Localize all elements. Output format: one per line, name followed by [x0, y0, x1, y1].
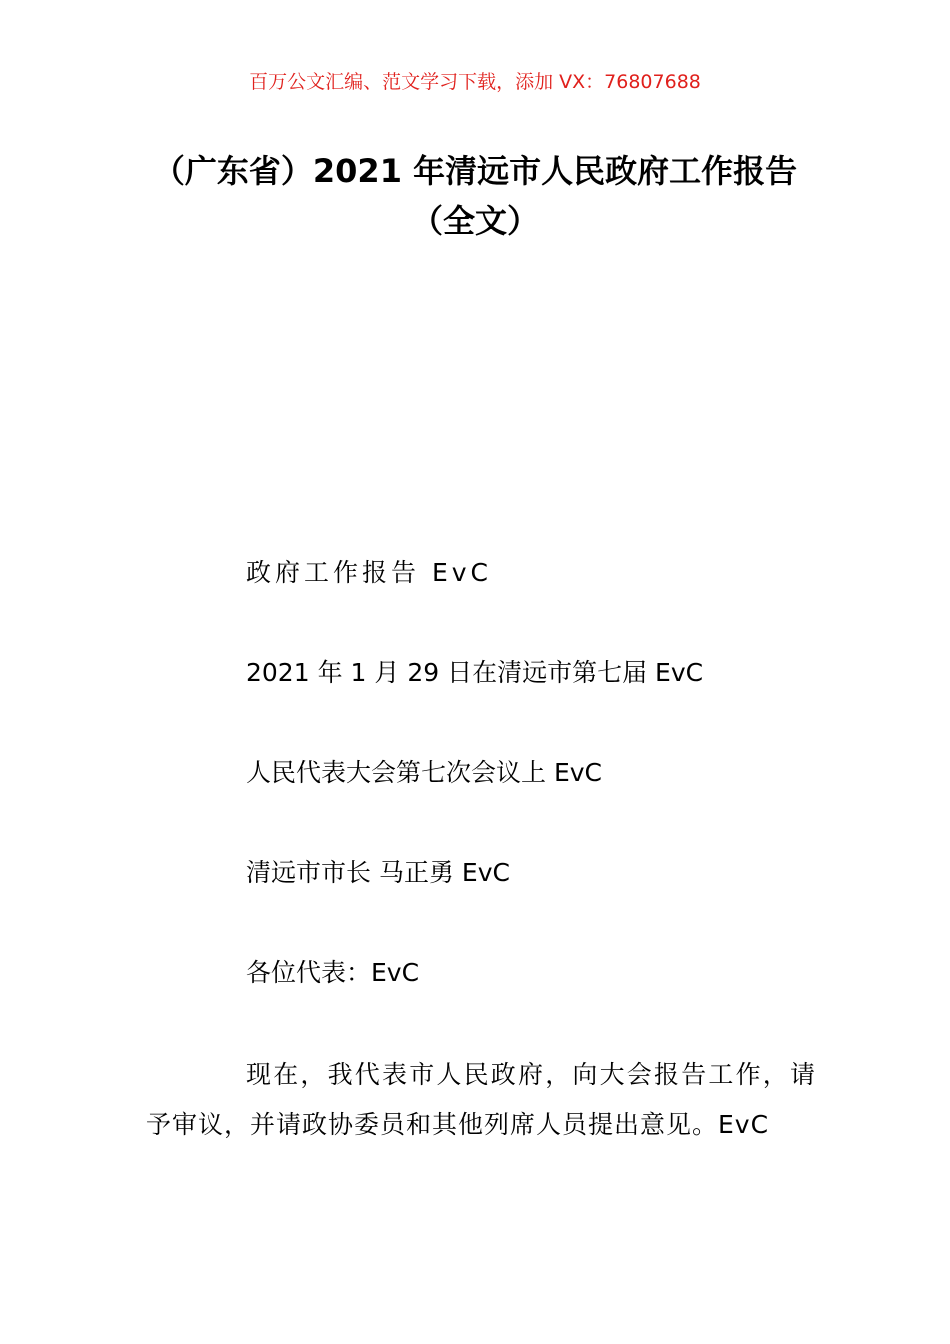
document-title: （广东省）2021 年清远市人民政府工作报告（全文） — [152, 152, 798, 240]
report-date-line: 2021 年 1 月 29 日在清远市第七届 EvC — [246, 658, 704, 687]
opening-paragraph: 现在，我代表市人民政府，向大会报告工作，请予审议，并请政协委员和其他列席人员提出意见。EvC — [146, 1060, 816, 1139]
report-heading-line: 政府工作报告 EvC — [246, 558, 492, 587]
header-ad-note: 百万公文汇编、范文学习下载，添加 VX：76807688 — [249, 71, 701, 93]
report-meeting-line: 人民代表大会第七次会议上 EvC — [246, 758, 602, 787]
salutation-line: 各位代表：EvC — [246, 958, 420, 987]
report-speaker-line: 清远市市长 马正勇 EvC — [246, 858, 510, 887]
